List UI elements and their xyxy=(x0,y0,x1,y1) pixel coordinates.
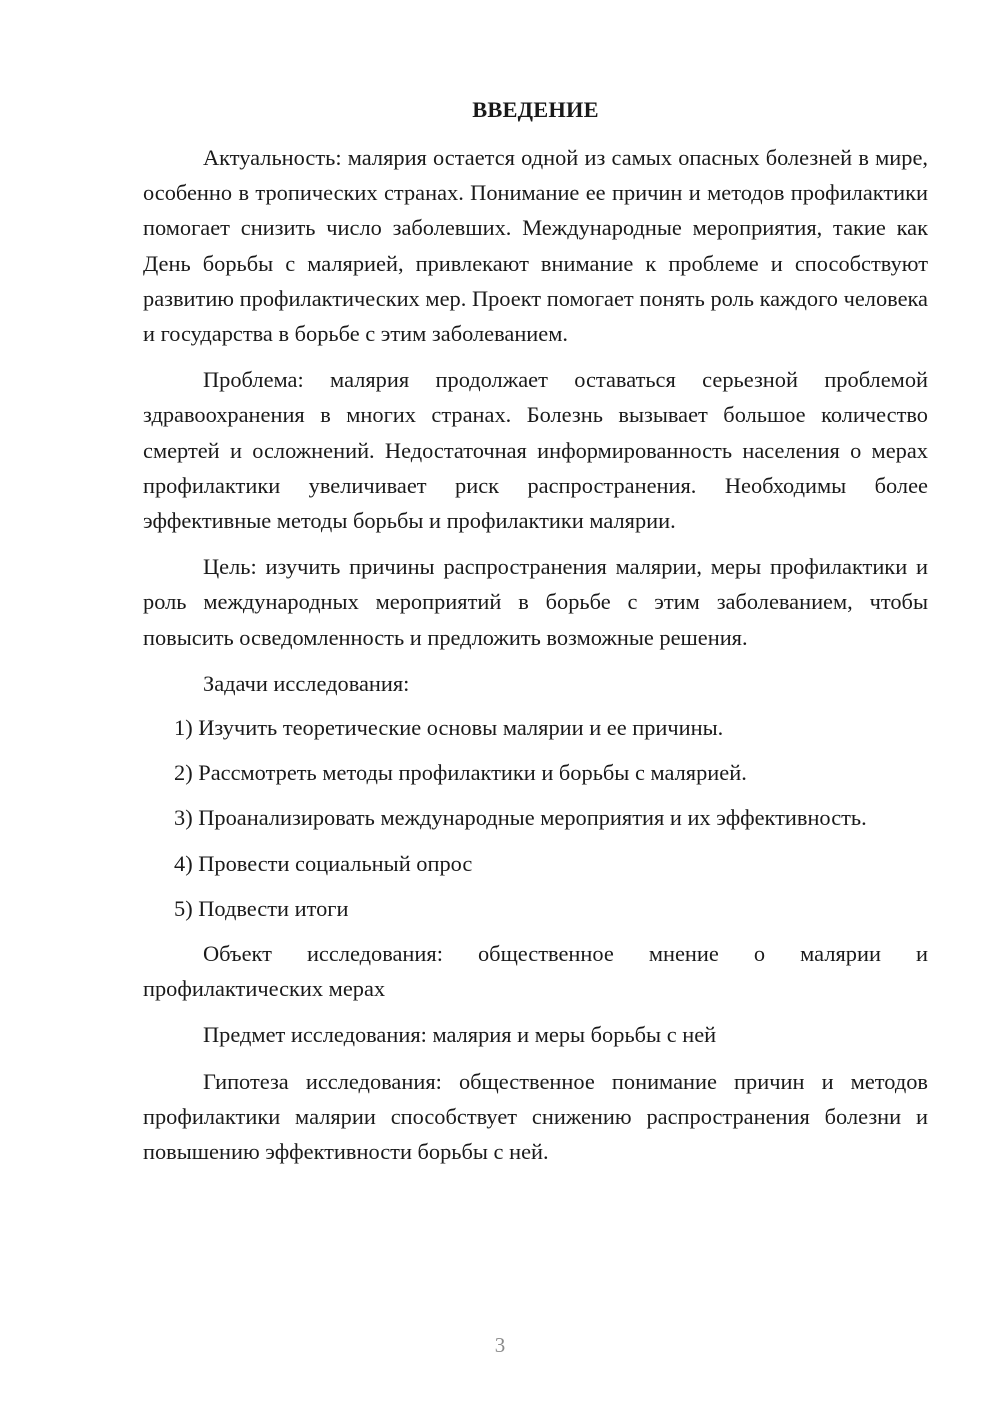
page-number: 3 xyxy=(494,1333,506,1357)
research-object-paragraph: Объект исследования: общественное мнение о малярии и профилактических мерах xyxy=(143,941,928,1002)
task-item-4: 4) Провести социальный опрос xyxy=(174,850,473,876)
task-item-5: 5) Подвести итоги xyxy=(174,895,349,921)
research-hypothesis-paragraph: Гипотеза исследования: общественное понимание причин и методов профилактики малярии способствует снижению распространения болезни и повышению эффективности борьбы с ней. xyxy=(143,1068,928,1165)
section-title: ВВЕДЕНИЕ xyxy=(472,97,599,122)
document-page xyxy=(143,92,928,1180)
relevance-paragraph: Актуальность: малярия остается одной из самых опасных болезней в мире, особенно в тропических странах. Понимание ее причин и методов профилактики помогает снизить число заболевших. Международные мероприятия, такие как День борьбы с малярией, привлекают внимание к проблеме и способствуют развитию профилактических мер. Проект помогает понять роль каждого человека и государства в борьбе с этим заболеванием. xyxy=(143,145,928,347)
tasks-list xyxy=(143,710,928,926)
problem-paragraph: Проблема: малярия продолжает оставаться серьезной проблемой здравоохранения в многих странах. Болезнь вызывает большое количество смертей и осложнений. Недостаточная информированность населения о мерах профилактики увеличивает риск распространения. Необходимы более эффективные методы борьбы и профилактики малярии. xyxy=(143,367,928,534)
research-subject-paragraph: Предмет исследования: малярия и меры борьбы с ней xyxy=(203,1022,717,1048)
goal-paragraph: Цель: изучить причины распространения малярии, меры профилактики и роль международных мероприятий в борьбе с этим заболеванием, чтобы повысить осведомленность и предложить возможные решения. xyxy=(143,554,928,650)
task-item-2: 2) Рассмотреть методы профилактики и борьбы с малярией. xyxy=(174,760,747,786)
tasks-heading: Задачи исследования: xyxy=(203,670,410,696)
task-item-1: 1) Изучить теоретические основы малярии и ее причины. xyxy=(174,715,724,741)
task-item-3: 3) Проанализировать международные мероприятия и их эффективность. xyxy=(174,805,867,831)
